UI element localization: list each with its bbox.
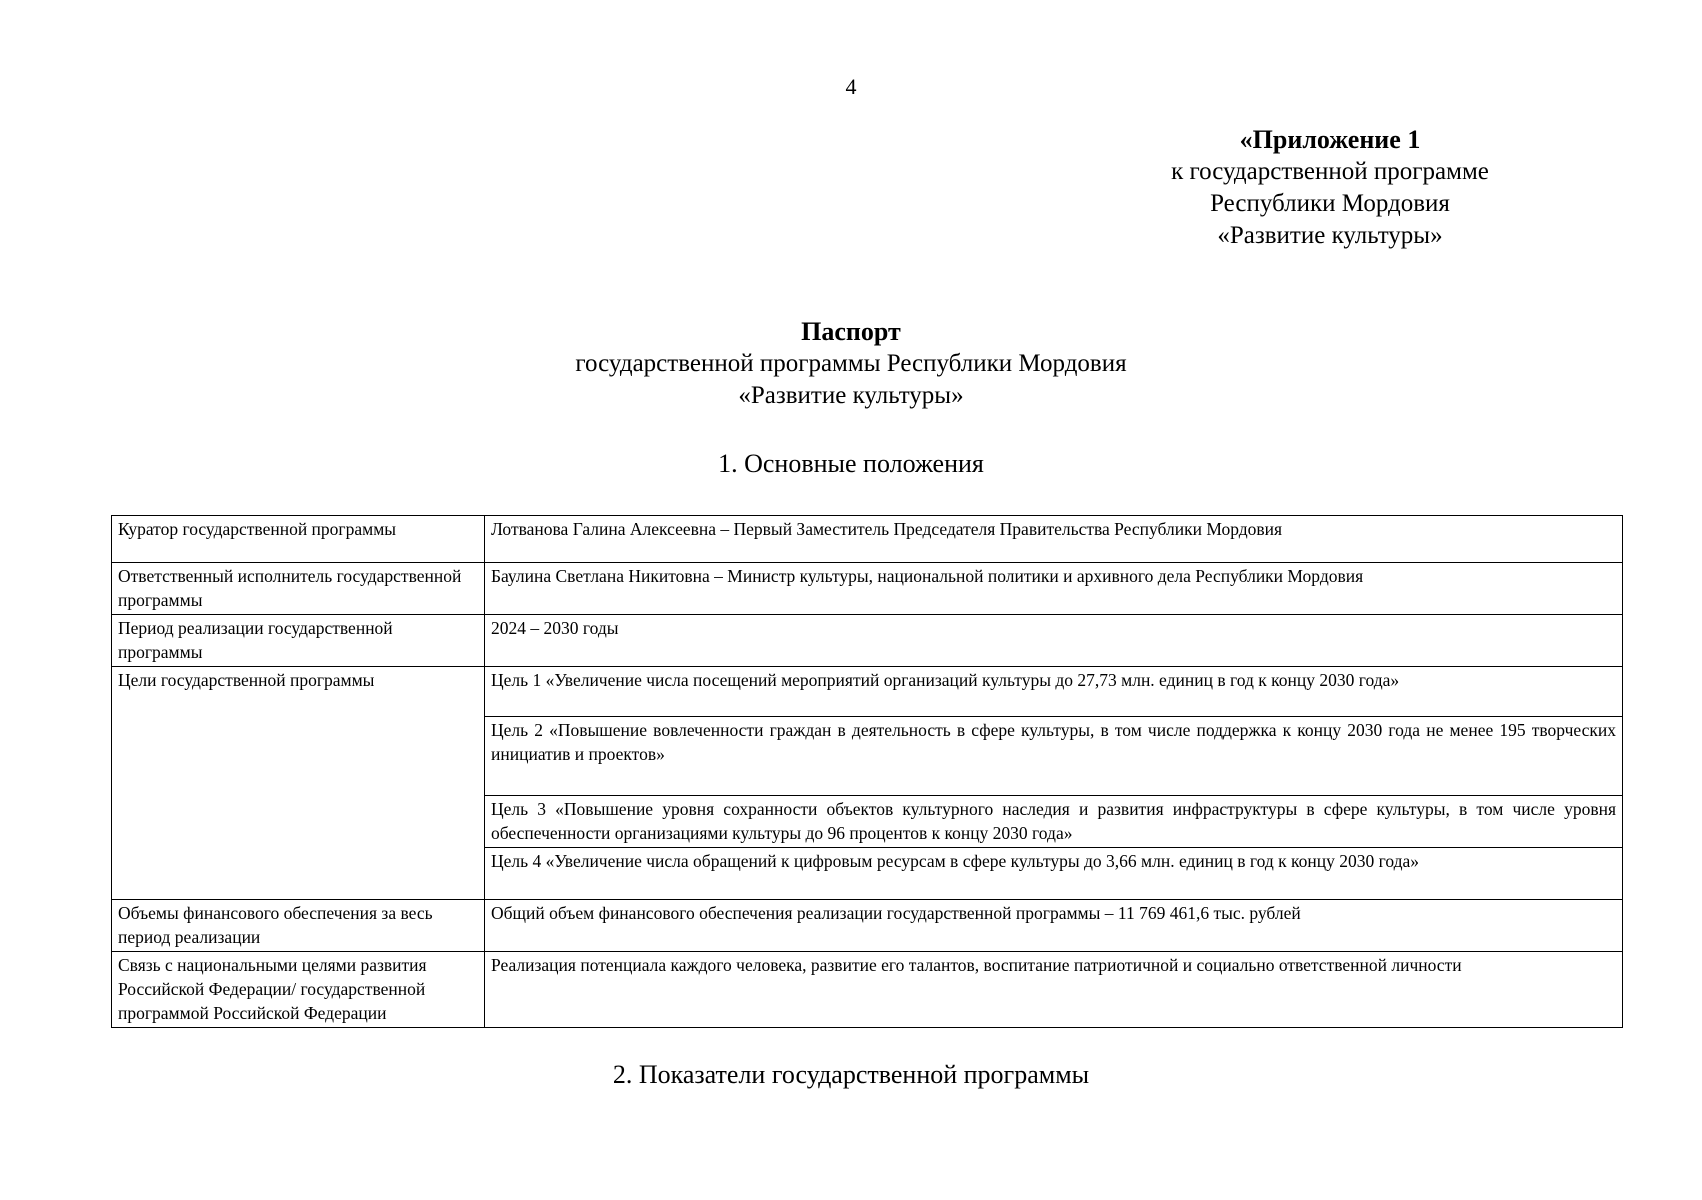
passport-line-2: «Развитие культуры» bbox=[738, 382, 964, 409]
table-row bbox=[112, 952, 1623, 1028]
curator-value: Лотванова Галина Алексеевна – Первый Заместитель Председателя Правительства Республики Мордовия bbox=[485, 516, 1623, 563]
finance-label: Объемы финансового обеспечения за весь период реализации bbox=[112, 900, 485, 952]
finance-value: Общий объем финансового обеспечения реализации государственной программы – 11 769 461,6 тыс. рублей bbox=[485, 900, 1623, 952]
main-provisions-table bbox=[111, 515, 1623, 1028]
appendix-line-2: Республики Мордовия bbox=[1210, 190, 1450, 217]
table-row bbox=[112, 667, 1623, 717]
curator-label: Куратор государственной программы bbox=[112, 516, 485, 563]
appendix-line-1: к государственной программе bbox=[1171, 158, 1489, 185]
national-goals-label: Связь с национальными целями развития Российской Федерации/ государственной программой Российской Федерации bbox=[112, 952, 485, 1028]
period-value: 2024 – 2030 годы bbox=[485, 615, 1623, 667]
executor-label: Ответственный исполнитель государственной программы bbox=[112, 563, 485, 615]
section-2-title: 2. Показатели государственной программы bbox=[612, 1060, 1090, 1089]
goals-label: Цели государственной программы bbox=[112, 667, 485, 900]
passport-title: Паспорт bbox=[801, 317, 901, 346]
goal-2: Цель 2 «Повышение вовлеченности граждан в деятельность в сфере культуры, в том числе поддержка к концу 2030 года не менее 195 творческих инициатив и проектов» bbox=[485, 717, 1623, 796]
goal-1: Цель 1 «Увеличение числа посещений мероприятий организаций культуры до 27,73 млн. единиц в год к концу 2030 года» bbox=[485, 667, 1623, 717]
section-1-title: 1. Основные положения bbox=[718, 449, 984, 478]
appendix-line-3: «Развитие культуры» bbox=[1217, 222, 1443, 249]
table-row bbox=[112, 615, 1623, 667]
executor-value: Баулина Светлана Никитовна – Министр культуры, национальной политики и архивного дела Республики Мордовия bbox=[485, 563, 1623, 615]
period-label: Период реализации государственной программы bbox=[112, 615, 485, 667]
passport-line-1: государственной программы Республики Мордовия bbox=[575, 350, 1127, 377]
goal-3: Цель 3 «Повышение уровня сохранности объектов культурного наследия и развития инфраструктуры в сфере культуры, в том числе уровня обеспеченности организациями культуры до 96 процентов к концу 2030 года» bbox=[485, 796, 1623, 848]
passport-header bbox=[0, 316, 1702, 412]
page-number: 4 bbox=[845, 74, 857, 99]
appendix-header bbox=[1120, 124, 1540, 252]
goal-4: Цель 4 «Увеличение числа обращений к цифровым ресурсам в сфере культуры до 3,66 млн. единиц в год к концу 2030 года» bbox=[485, 848, 1623, 900]
table-row bbox=[112, 516, 1623, 563]
national-goals-value: Реализация потенциала каждого человека, развитие его талантов, воспитание патриотичной и социально ответственной личности bbox=[485, 952, 1623, 1028]
appendix-title: «Приложение 1 bbox=[1239, 125, 1421, 154]
table-row bbox=[112, 900, 1623, 952]
table-row bbox=[112, 563, 1623, 615]
